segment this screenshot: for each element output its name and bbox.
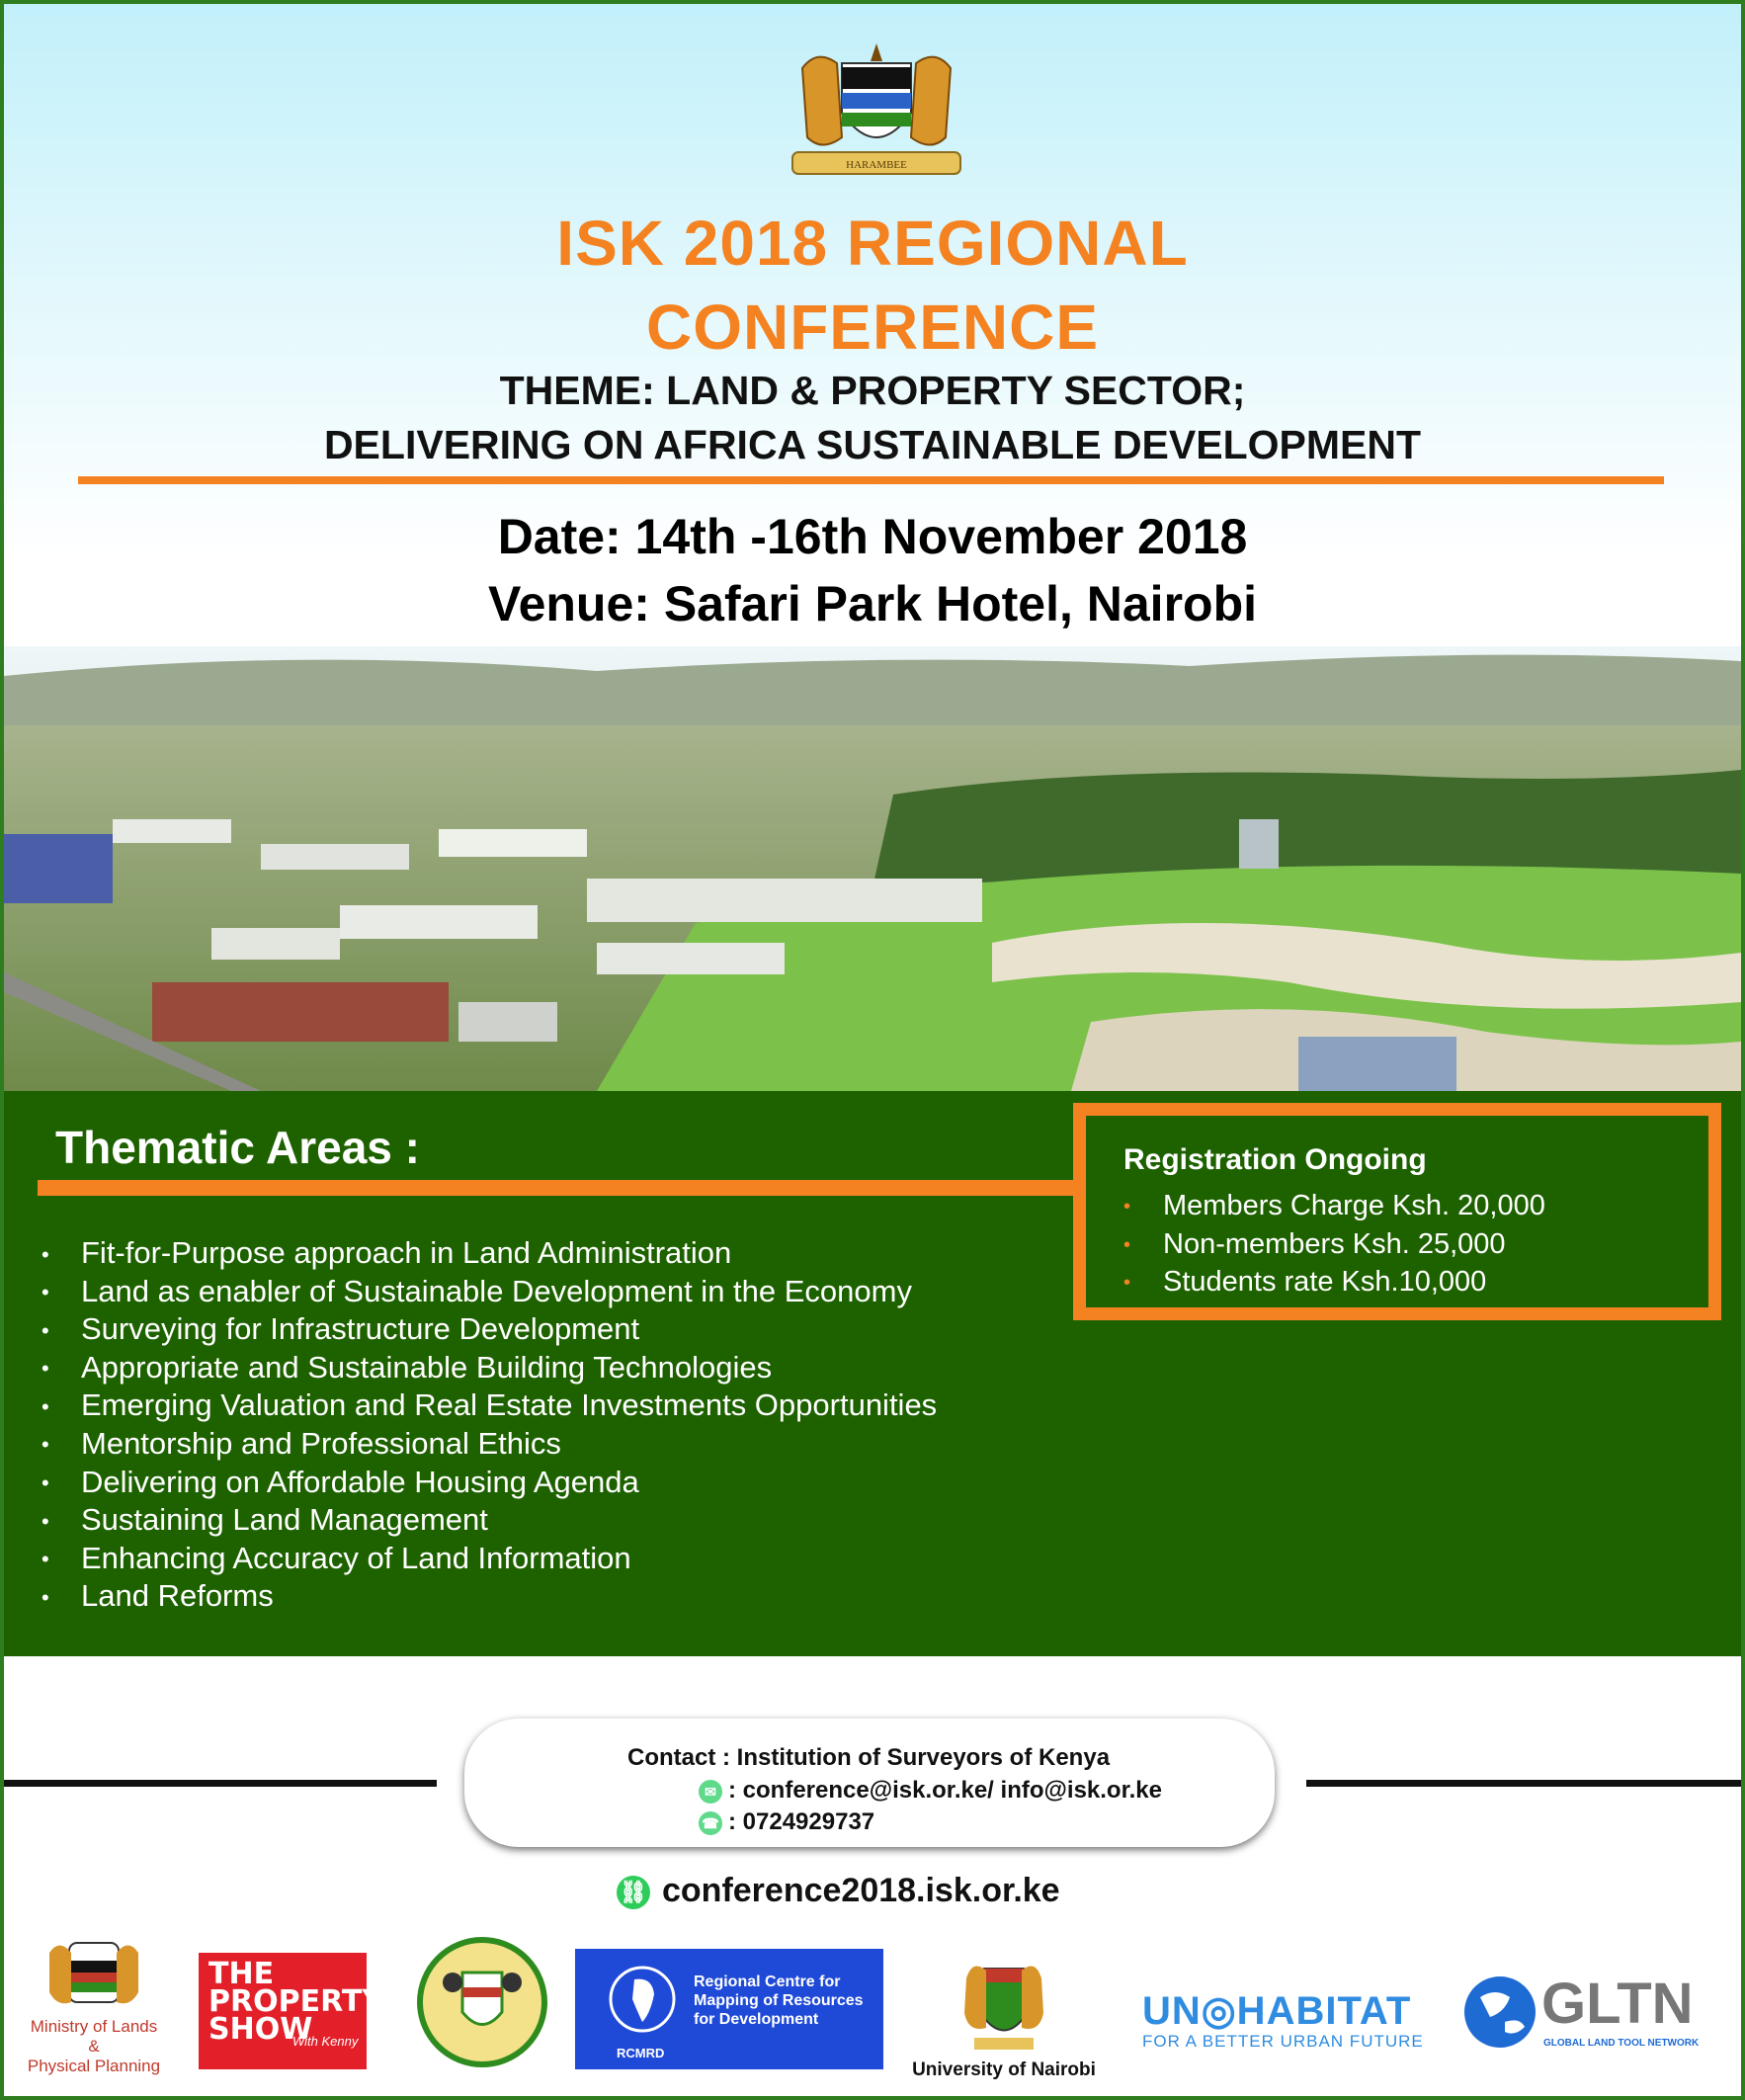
theme-line2: DELIVERING ON AFRICA SUSTAINABLE DEVELOPMENT — [323, 422, 1422, 467]
university-crest-icon — [907, 1939, 1101, 2058]
contact-email[interactable]: : conference@isk.or.ke/ info@isk.or.ke — [728, 1777, 1162, 1804]
un-habitat-tagline: FOR A BETTER URBAN FUTURE — [1142, 2032, 1424, 2051]
ministry-name-line3: Physical Planning — [27, 2057, 161, 2075]
envelope-icon: ✉ — [699, 1780, 722, 1804]
list-item: • Delivering on Affordable Housing Agenda — [42, 1464, 937, 1502]
list-item: • Land as enabler of Sustainable Development in the Economy — [42, 1273, 937, 1311]
bullet: • — [1123, 1196, 1131, 1218]
bullet: • — [1123, 1233, 1131, 1256]
university-name: University of Nairobi — [912, 2059, 1096, 2080]
contact-phone-row[interactable] — [699, 1808, 874, 1836]
header-section — [4, 4, 1741, 656]
event-date: Date: 14th -16th November 2018 — [497, 509, 1248, 564]
list-item: • Appropriate and Sustainable Building Technologies — [42, 1349, 937, 1387]
globe-africa-icon — [593, 1955, 692, 2054]
list-item: • Students rate Ksh.10,000 — [1123, 1263, 1545, 1302]
gltn-tagline: GLOBAL LAND TOOL NETWORK — [1543, 2038, 1700, 2049]
crest-motto: HARAMBEE — [846, 159, 907, 171]
bullet: • — [1123, 1272, 1131, 1295]
list-item: • Members Charge Ksh. 20,000 — [1123, 1187, 1545, 1225]
thematic-panel — [4, 1091, 1741, 1656]
conference-title-line1: ISK 2018 REGIONAL — [556, 208, 1189, 279]
ministry-logo — [20, 1933, 168, 2076]
property-show-wordmark: THE PROPERTY SHOW — [208, 1957, 384, 2047]
header-divider — [78, 476, 1664, 484]
bullet: • — [42, 1432, 49, 1458]
un-habitat-wordmark: UN◎HABITAT — [1142, 1989, 1412, 2033]
list-item: • Surveying for Infrastructure Development — [42, 1310, 937, 1349]
bullet: • — [42, 1584, 49, 1610]
university-of-nairobi-logo — [907, 1939, 1101, 2080]
link-icon: ⛓ — [617, 1876, 650, 1909]
ministry-name-line1: Ministry of Lands — [30, 2017, 158, 2036]
contact-email-row[interactable] — [699, 1777, 1162, 1805]
rcmrd-fullname: Regional Centre for Mapping of Resources for Development — [694, 1974, 864, 2028]
bullet: • — [42, 1241, 49, 1267]
thematic-areas-heading: Thematic Areas : — [55, 1122, 420, 1173]
contact-box — [464, 1719, 1275, 1847]
bullet: • — [42, 1356, 49, 1382]
list-item: • Fit-for-Purpose approach in Land Administration — [42, 1234, 937, 1273]
event-venue: Venue: Safari Park Hotel, Nairobi — [487, 576, 1258, 631]
contact-divider-left — [4, 1780, 437, 1787]
globe-icon — [1460, 1973, 1539, 2052]
contact-organization: Contact : Institution of Surveyors of Kenya — [627, 1744, 1111, 1771]
list-item: • Land Reforms — [42, 1577, 937, 1616]
bullet: • — [42, 1393, 49, 1419]
bullet: • — [42, 1317, 49, 1343]
county-seal-logo — [417, 1937, 547, 2067]
bullet: • — [42, 1508, 49, 1534]
list-item: • Non-members Ksh. 25,000 — [1123, 1225, 1545, 1264]
bullet: • — [42, 1547, 49, 1572]
registration-heading: Registration Ongoing — [1123, 1143, 1427, 1176]
gltn-logo — [1460, 1973, 1727, 2061]
theme-line1: THEME: LAND & PROPERTY SECTOR; — [499, 368, 1246, 413]
county-seal-icon — [423, 1943, 541, 2061]
website-link[interactable] — [617, 1872, 1060, 1910]
thematic-divider — [38, 1180, 1075, 1196]
registration-fees-list — [1123, 1187, 1545, 1302]
registration-box — [1073, 1103, 1721, 1320]
sponsor-logos — [4, 1931, 1741, 2096]
list-item: • Mentorship and Professional Ethics — [42, 1425, 937, 1464]
bullet: • — [42, 1470, 49, 1496]
conference-title-line2: CONFERENCE — [645, 292, 1100, 363]
bullet: • — [42, 1280, 49, 1305]
list-item: • Emerging Valuation and Real Estate Investments Opportunities — [42, 1386, 937, 1425]
contact-divider-right — [1306, 1780, 1741, 1787]
ministry-crest-icon — [20, 1933, 168, 2012]
rcmrd-acronym: RCMRD — [617, 2046, 665, 2060]
property-show-logo — [199, 1953, 384, 2069]
phone-icon: ☎ — [699, 1811, 722, 1835]
list-item: • Sustaining Land Management — [42, 1501, 937, 1540]
list-item: • Enhancing Accuracy of Land Information — [42, 1540, 937, 1578]
un-habitat-logo — [1142, 1988, 1424, 2052]
thematic-areas-list — [42, 1234, 937, 1616]
aerial-landscape-photo — [4, 646, 1741, 1091]
coat-of-arms-icon — [763, 43, 990, 197]
ministry-name-line2: & — [88, 2037, 100, 2056]
contact-phone[interactable]: : 0724929737 — [728, 1808, 875, 1835]
rcmrd-logo — [575, 1949, 883, 2069]
property-show-tagline: With Kenny — [292, 2034, 359, 2049]
website-url[interactable]: conference2018.isk.or.ke — [662, 1872, 1060, 1909]
gltn-wordmark: GLTN — [1541, 1972, 1694, 2036]
